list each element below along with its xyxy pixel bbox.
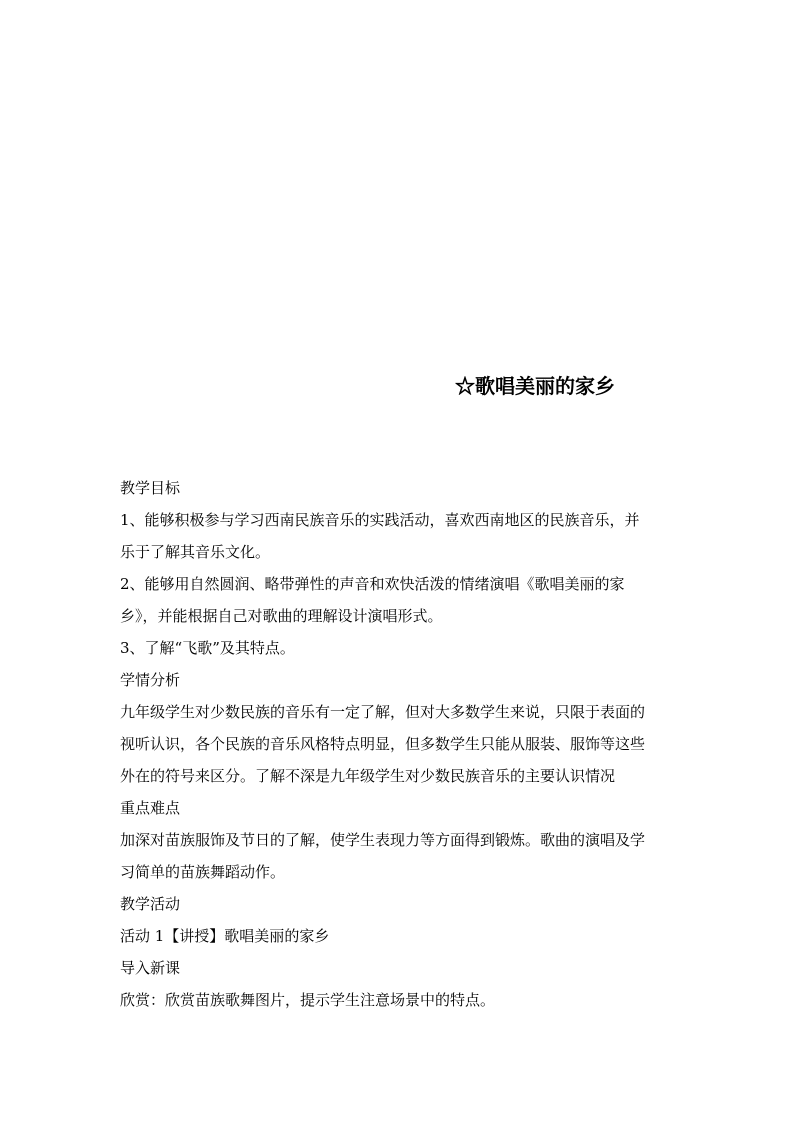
- paragraph-line: 乡》，并能根据自己对歌曲的理解设计演唱形式。: [120, 607, 443, 625]
- paragraph-line: 1、能够积极参与学习西南民族音乐的实践活动，喜欢西南地区的民族音乐，并: [120, 511, 640, 529]
- paragraph-line: 3、了解“飞歌”及其特点。: [120, 639, 295, 657]
- section-heading-teaching-goals: 教学目标: [120, 479, 181, 497]
- section-heading-teaching-activities: 教学活动: [120, 895, 181, 913]
- paragraph-line: 外在的符号来区分。了解不深是九年级学生对少数民族音乐的主要认识情况: [120, 767, 616, 785]
- paragraph-line: 2、能够用自然圆润、略带弹性的声音和欢快活泼的情绪演唱《歌唱美丽的家: [120, 575, 625, 593]
- paragraph-line: 加深对苗族服饰及节日的了解，使学生表现力等方面得到锻炼。歌曲的演唱及学: [120, 831, 646, 849]
- paragraph-line: 视听认识，各个民族的音乐风格特点明显，但多数学生只能从服装、服饰等这些: [120, 735, 646, 753]
- section-heading-student-analysis: 学情分析: [120, 671, 181, 689]
- document-body: [120, 472, 680, 1016]
- section-heading-key-points: 重点难点: [120, 799, 181, 817]
- paragraph-line: 欣赏：欣赏苗族歌舞图片，提示学生注意场景中的特点。: [120, 991, 496, 1009]
- paragraph-line: 乐于了解其音乐文化。: [120, 543, 271, 561]
- subheading-introduction: 导入新课: [120, 959, 181, 977]
- activity-title: 活动 1【讲授】歌唱美丽的家乡: [120, 927, 330, 945]
- paragraph-line: 习简单的苗族舞蹈动作。: [120, 863, 286, 881]
- document-title: ☆歌唱美丽的家乡: [455, 374, 615, 398]
- paragraph-line: 九年级学生对少数民族的音乐有一定了解，但对大多数学生来说，只限于表面的: [120, 703, 646, 721]
